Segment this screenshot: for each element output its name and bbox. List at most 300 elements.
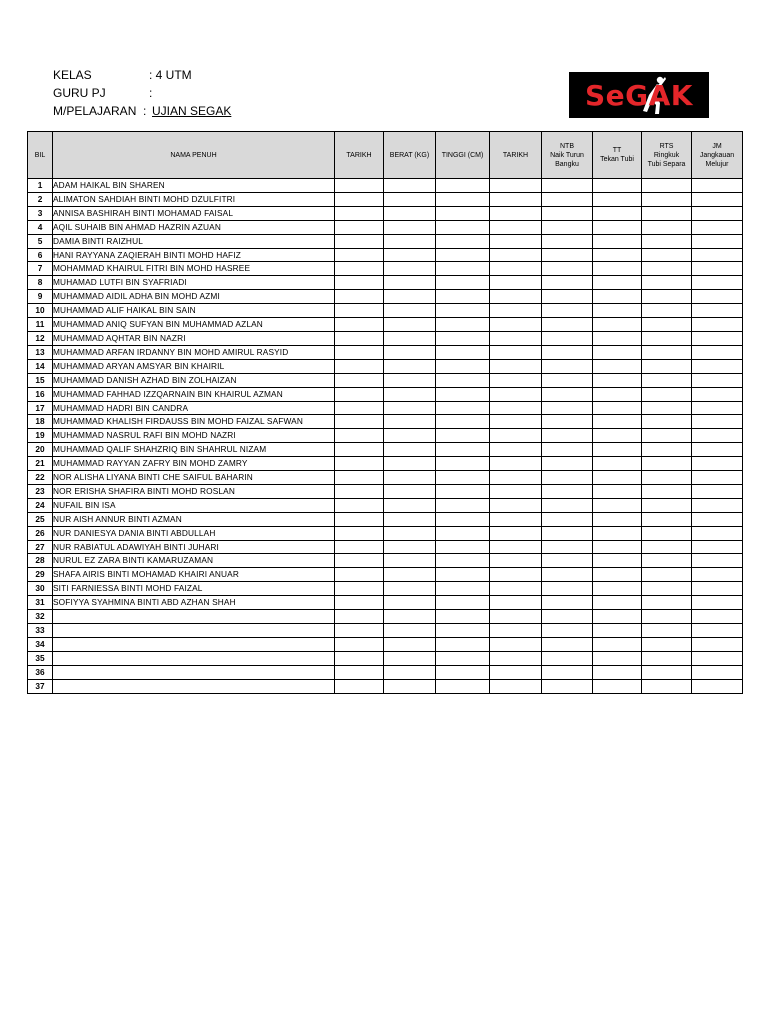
ntb-cell [542, 651, 593, 665]
tt-cell [593, 596, 642, 610]
student-name-cell: HANI RAYYANA ZAQIERAH BINTI MOHD HAFIZ [53, 248, 335, 262]
col-tt [593, 132, 642, 179]
student-name-cell: MUHAMMAD QALIF SHAHZRIQ BIN SHAHRUL NIZAM [53, 443, 335, 457]
berat-cell [384, 345, 436, 359]
jm-cell [692, 568, 743, 582]
tarikh-1-cell [335, 582, 384, 596]
berat-cell [384, 318, 436, 332]
table-row [28, 596, 743, 610]
rts-cell [642, 331, 692, 345]
tinggi-cell [436, 443, 490, 457]
tt-cell [593, 331, 642, 345]
tt-cell [593, 624, 642, 638]
table-row [28, 234, 743, 248]
col-ntb-name-1: Naik Turun [550, 151, 584, 159]
row-number: 37 [28, 679, 53, 693]
tt-cell [593, 443, 642, 457]
rts-cell [642, 276, 692, 290]
berat-cell [384, 554, 436, 568]
tarikh-2-cell [490, 359, 542, 373]
berat-cell [384, 276, 436, 290]
tarikh-1-cell [335, 526, 384, 540]
rts-cell [642, 373, 692, 387]
ntb-cell [542, 582, 593, 596]
row-number: 27 [28, 540, 53, 554]
jm-cell [692, 582, 743, 596]
berat-cell [384, 359, 436, 373]
student-name-cell: NURUL EZ ZARA BINTI KAMARUZAMAN [53, 554, 335, 568]
col-rts-name-2: Tubi Separa [647, 160, 686, 168]
jm-cell [692, 540, 743, 554]
col-tarikh-2: TARIKH [490, 132, 542, 179]
tarikh-2-cell [490, 373, 542, 387]
tarikh-1-cell [335, 512, 384, 526]
student-name-cell: MUHAMMAD ARFAN IRDANNY BIN MOHD AMIRUL RASYID [53, 345, 335, 359]
student-name-cell [53, 637, 335, 651]
ntb-cell [542, 206, 593, 220]
col-rts-code: RTS [659, 142, 674, 150]
jm-cell [692, 596, 743, 610]
col-ntb [542, 132, 593, 179]
rts-cell [642, 554, 692, 568]
tinggi-cell [436, 318, 490, 332]
jm-cell [692, 526, 743, 540]
table-row [28, 179, 743, 193]
table-row [28, 651, 743, 665]
berat-cell [384, 651, 436, 665]
jm-cell [692, 457, 743, 471]
tinggi-cell [436, 179, 490, 193]
ntb-cell [542, 248, 593, 262]
guru-label: GURU PJ [53, 86, 106, 100]
tarikh-2-cell [490, 484, 542, 498]
rts-cell [642, 540, 692, 554]
tarikh-2-cell [490, 512, 542, 526]
table-row [28, 554, 743, 568]
ntb-cell [542, 554, 593, 568]
ntb-cell [542, 179, 593, 193]
tt-cell [593, 248, 642, 262]
col-ntb-name-2: Bangku [555, 160, 579, 168]
rts-cell [642, 596, 692, 610]
berat-cell [384, 637, 436, 651]
tarikh-1-cell [335, 401, 384, 415]
row-number: 6 [28, 248, 53, 262]
tarikh-1-cell [335, 331, 384, 345]
jm-cell [692, 665, 743, 679]
row-number: 16 [28, 387, 53, 401]
student-name-cell: ANNISA BASHIRAH BINTI MOHAMAD FAISAL [53, 206, 335, 220]
student-name-cell: MUHAMMAD AIDIL ADHA BIN MOHD AZMI [53, 290, 335, 304]
tinggi-cell [436, 624, 490, 638]
tarikh-1-cell [335, 290, 384, 304]
col-rts [642, 132, 692, 179]
tt-cell [593, 582, 642, 596]
tinggi-cell [436, 234, 490, 248]
table-row [28, 582, 743, 596]
berat-cell [384, 248, 436, 262]
berat-cell [384, 457, 436, 471]
rts-cell [642, 610, 692, 624]
rts-cell [642, 651, 692, 665]
tinggi-cell [436, 304, 490, 318]
tt-cell [593, 262, 642, 276]
rts-cell [642, 582, 692, 596]
jm-cell [692, 345, 743, 359]
student-name-cell: NUR AISH ANNUR BINTI AZMAN [53, 512, 335, 526]
jm-cell [692, 373, 743, 387]
row-number: 29 [28, 568, 53, 582]
jm-cell [692, 484, 743, 498]
berat-cell [384, 192, 436, 206]
rts-cell [642, 248, 692, 262]
student-name-cell: NOR ALISHA LIYANA BINTI CHE SAIFUL BAHARIN [53, 471, 335, 485]
tt-cell [593, 665, 642, 679]
table-row [28, 387, 743, 401]
table-row [28, 568, 743, 582]
table-row [28, 331, 743, 345]
row-number: 32 [28, 610, 53, 624]
student-name-cell: NUR RABIATUL ADAWIYAH BINTI JUHARI [53, 540, 335, 554]
ntb-cell [542, 345, 593, 359]
tinggi-cell [436, 220, 490, 234]
rts-cell [642, 484, 692, 498]
rts-cell [642, 290, 692, 304]
tinggi-cell [436, 540, 490, 554]
rts-cell [642, 457, 692, 471]
ntb-cell [542, 234, 593, 248]
jm-cell [692, 318, 743, 332]
tarikh-1-cell [335, 624, 384, 638]
tarikh-1-cell [335, 484, 384, 498]
jm-cell [692, 624, 743, 638]
col-bil: BIL [28, 132, 53, 179]
header-row [28, 132, 743, 179]
table-row [28, 429, 743, 443]
row-number: 21 [28, 457, 53, 471]
tarikh-2-cell [490, 665, 542, 679]
col-nama-penuh: NAMA PENUH [53, 132, 335, 179]
berat-cell [384, 443, 436, 457]
berat-cell [384, 512, 436, 526]
tt-cell [593, 304, 642, 318]
student-name-cell: MUHAMMAD HADRI BIN CANDRA [53, 401, 335, 415]
ntb-cell [542, 192, 593, 206]
tt-cell [593, 498, 642, 512]
jm-cell [692, 206, 743, 220]
row-number: 3 [28, 206, 53, 220]
rts-cell [642, 345, 692, 359]
jm-cell [692, 610, 743, 624]
jm-cell [692, 290, 743, 304]
tarikh-1-cell [335, 234, 384, 248]
guru-value: : [149, 86, 153, 100]
rts-cell [642, 624, 692, 638]
row-number: 14 [28, 359, 53, 373]
rts-cell [642, 318, 692, 332]
tinggi-cell [436, 401, 490, 415]
berat-cell [384, 387, 436, 401]
tarikh-1-cell [335, 610, 384, 624]
student-name-cell [53, 665, 335, 679]
student-name-cell: MUHAMMAD ANIQ SUFYAN BIN MUHAMMAD AZLAN [53, 318, 335, 332]
berat-cell [384, 610, 436, 624]
rts-cell [642, 429, 692, 443]
row-number: 1 [28, 179, 53, 193]
row-number: 31 [28, 596, 53, 610]
tt-cell [593, 429, 642, 443]
tt-cell [593, 192, 642, 206]
tinggi-cell [436, 526, 490, 540]
tarikh-1-cell [335, 540, 384, 554]
tinggi-cell [436, 554, 490, 568]
jm-cell [692, 415, 743, 429]
rts-cell [642, 498, 692, 512]
rts-cell [642, 192, 692, 206]
tinggi-cell [436, 345, 490, 359]
berat-cell [384, 262, 436, 276]
col-jm-name-2: Melujur [705, 160, 729, 168]
student-name-cell: MUHAMMAD KHALISH FIRDAUSS BIN MOHD FAIZAL SAFWAN [53, 415, 335, 429]
table-row [28, 206, 743, 220]
berat-cell [384, 304, 436, 318]
tarikh-2-cell [490, 179, 542, 193]
berat-cell [384, 498, 436, 512]
tarikh-1-cell [335, 679, 384, 693]
ntb-cell [542, 359, 593, 373]
tt-cell [593, 220, 642, 234]
jm-cell [692, 443, 743, 457]
tt-cell [593, 234, 642, 248]
tarikh-2-cell [490, 554, 542, 568]
jm-cell [692, 651, 743, 665]
ntb-cell [542, 526, 593, 540]
tinggi-cell [436, 498, 490, 512]
jm-cell [692, 637, 743, 651]
ntb-cell [542, 429, 593, 443]
berat-cell [384, 331, 436, 345]
row-number: 24 [28, 498, 53, 512]
jm-cell [692, 276, 743, 290]
student-name-cell: MUHAMMAD DANISH AZHAD BIN ZOLHAIZAN [53, 373, 335, 387]
row-number: 26 [28, 526, 53, 540]
tarikh-1-cell [335, 220, 384, 234]
tt-cell [593, 512, 642, 526]
tarikh-2-cell [490, 471, 542, 485]
tarikh-1-cell [335, 637, 384, 651]
row-number: 23 [28, 484, 53, 498]
tarikh-1-cell [335, 596, 384, 610]
row-number: 13 [28, 345, 53, 359]
jm-cell [692, 512, 743, 526]
tarikh-2-cell [490, 248, 542, 262]
segak-logo [569, 72, 709, 118]
tarikh-2-cell [490, 220, 542, 234]
rts-cell [642, 401, 692, 415]
ntb-cell [542, 373, 593, 387]
tarikh-2-cell [490, 387, 542, 401]
tt-cell [593, 637, 642, 651]
student-name-cell [53, 679, 335, 693]
berat-cell [384, 401, 436, 415]
table-row [28, 471, 743, 485]
row-number: 8 [28, 276, 53, 290]
tarikh-1-cell [335, 429, 384, 443]
rts-cell [642, 415, 692, 429]
student-name-cell: MUHAMAD LUTFI BIN SYAFRIADI [53, 276, 335, 290]
ntb-cell [542, 568, 593, 582]
rts-cell [642, 512, 692, 526]
student-name-cell: MUHAMMAD RAYYAN ZAFRY BIN MOHD ZAMRY [53, 457, 335, 471]
ntb-cell [542, 637, 593, 651]
tt-cell [593, 387, 642, 401]
row-number: 35 [28, 651, 53, 665]
tt-cell [593, 610, 642, 624]
col-rts-name-1: Ringkuk [653, 151, 680, 159]
tarikh-2-cell [490, 498, 542, 512]
tinggi-cell [436, 582, 490, 596]
student-name-cell: MUHAMMAD AQHTAR BIN NAZRI [53, 331, 335, 345]
ntb-cell [542, 262, 593, 276]
tt-cell [593, 276, 642, 290]
rts-cell [642, 568, 692, 582]
tarikh-2-cell [490, 596, 542, 610]
tt-cell [593, 526, 642, 540]
tarikh-2-cell [490, 637, 542, 651]
table-row [28, 457, 743, 471]
jm-cell [692, 262, 743, 276]
ntb-cell [542, 596, 593, 610]
tarikh-2-cell [490, 429, 542, 443]
tt-cell [593, 471, 642, 485]
table-row [28, 220, 743, 234]
tarikh-1-cell [335, 304, 384, 318]
tarikh-2-cell [490, 610, 542, 624]
tt-cell [593, 290, 642, 304]
rts-cell [642, 679, 692, 693]
row-number: 34 [28, 637, 53, 651]
jm-cell [692, 234, 743, 248]
table-row [28, 248, 743, 262]
tarikh-1-cell [335, 568, 384, 582]
tt-cell [593, 415, 642, 429]
tinggi-cell [436, 637, 490, 651]
score-table [27, 131, 743, 694]
student-name-cell: MUHAMMAD FAHHAD IZZQARNAIN BIN KHAIRUL AZMAN [53, 387, 335, 401]
jm-cell [692, 359, 743, 373]
berat-cell [384, 373, 436, 387]
tarikh-2-cell [490, 457, 542, 471]
tinggi-cell [436, 206, 490, 220]
student-name-cell: DAMIA BINTI RAIZHUL [53, 234, 335, 248]
student-name-cell: NUR DANIESYA DANIA BINTI ABDULLAH [53, 526, 335, 540]
student-name-cell [53, 610, 335, 624]
tarikh-2-cell [490, 568, 542, 582]
student-name-cell: SITI FARNIESSA BINTI MOHD FAIZAL [53, 582, 335, 596]
table-row [28, 304, 743, 318]
jm-cell [692, 220, 743, 234]
rts-cell [642, 471, 692, 485]
jm-cell [692, 554, 743, 568]
tarikh-2-cell [490, 345, 542, 359]
col-jm-code: JM [712, 142, 722, 150]
tinggi-cell [436, 651, 490, 665]
rts-cell [642, 387, 692, 401]
tarikh-2-cell [490, 331, 542, 345]
berat-cell [384, 220, 436, 234]
ntb-cell [542, 540, 593, 554]
tarikh-1-cell [335, 276, 384, 290]
tarikh-1-cell [335, 665, 384, 679]
tinggi-cell [436, 429, 490, 443]
subject-value: UJIAN SEGAK [152, 104, 232, 118]
tarikh-2-cell [490, 192, 542, 206]
row-number: 25 [28, 512, 53, 526]
table-row [28, 679, 743, 693]
jm-cell [692, 192, 743, 206]
tarikh-1-cell [335, 359, 384, 373]
tarikh-2-cell [490, 234, 542, 248]
tarikh-1-cell [335, 248, 384, 262]
jm-cell [692, 429, 743, 443]
ntb-cell [542, 331, 593, 345]
tarikh-2-cell [490, 304, 542, 318]
tinggi-cell [436, 568, 490, 582]
tt-cell [593, 457, 642, 471]
rts-cell [642, 526, 692, 540]
ntb-cell [542, 624, 593, 638]
berat-cell [384, 429, 436, 443]
subject-label: M/PELAJARAN [53, 104, 137, 118]
ntb-cell [542, 220, 593, 234]
jm-cell [692, 498, 743, 512]
tarikh-1-cell [335, 206, 384, 220]
student-name-cell: MUHAMMAD ALIF HAIKAL BIN SAIN [53, 304, 335, 318]
row-number: 36 [28, 665, 53, 679]
tinggi-cell [436, 665, 490, 679]
tarikh-1-cell [335, 345, 384, 359]
row-number: 18 [28, 415, 53, 429]
ntb-cell [542, 457, 593, 471]
student-name-cell: SHAFA AIRIS BINTI MOHAMAD KHAIRI ANUAR [53, 568, 335, 582]
table-row [28, 610, 743, 624]
table-row [28, 415, 743, 429]
berat-cell [384, 179, 436, 193]
tarikh-1-cell [335, 262, 384, 276]
tarikh-2-cell [490, 262, 542, 276]
tarikh-2-cell [490, 318, 542, 332]
jm-cell [692, 248, 743, 262]
rts-cell [642, 637, 692, 651]
berat-cell [384, 665, 436, 679]
tt-cell [593, 179, 642, 193]
tinggi-cell [436, 596, 490, 610]
col-tt-code: TT [612, 147, 622, 154]
col-tinggi: TINGGI (CM) [436, 132, 490, 179]
berat-cell [384, 582, 436, 596]
ntb-cell [542, 610, 593, 624]
tarikh-2-cell [490, 443, 542, 457]
tarikh-1-cell [335, 179, 384, 193]
jm-cell [692, 471, 743, 485]
tinggi-cell [436, 359, 490, 373]
tinggi-cell [436, 373, 490, 387]
tinggi-cell [436, 331, 490, 345]
tinggi-cell [436, 276, 490, 290]
tinggi-cell [436, 471, 490, 485]
col-jm-name-1: Jangkauan [699, 151, 735, 159]
student-name-cell: NUFAIL BIN ISA [53, 498, 335, 512]
